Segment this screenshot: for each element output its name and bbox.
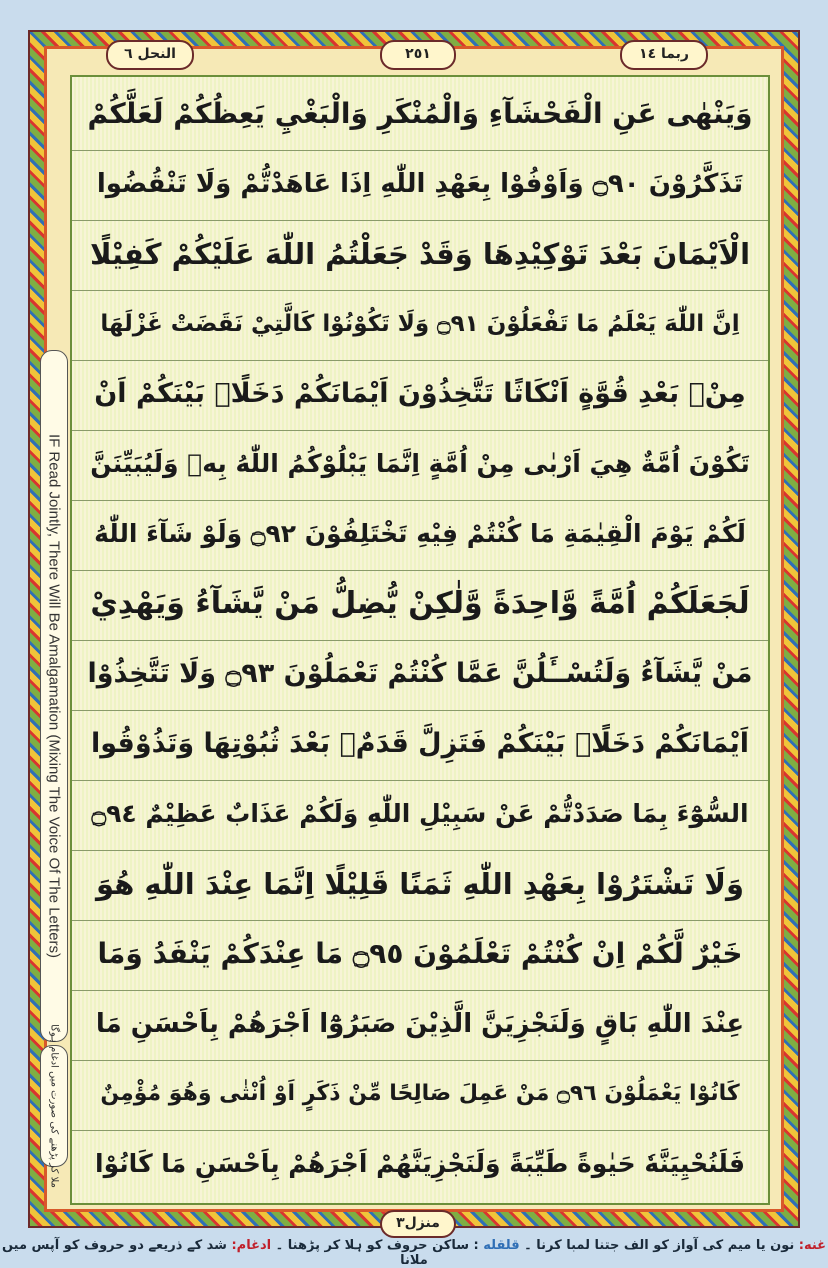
- manzil-label: منزل٣: [380, 1210, 456, 1238]
- text-line: تَكُوْنَ اُمَّةٌ هِيَ اَرْبٰى مِنْ اُمَّةٍ اِنَّمَا يَبْلُوْكُمُ اللّٰهُ بِهٖ وَلَيُبَيِّنَنَّ: [72, 427, 768, 501]
- text-area: [70, 75, 770, 1205]
- text-line: كَانُوْا يَعْمَلُوْنَ ۝٩٦ مَنْ عَمِلَ صَالِحًا مِّنْ ذَكَرٍ اَوْ اُنْثٰى وَهُوَ مُؤْمِنٌ: [72, 1057, 768, 1131]
- text-line: اِنَّ اللّٰهَ يَعْلَمُ مَا تَفْعَلُوْنَ ۝٩١ وَلَا تَكُوْنُوْا كَالَّتِيْ نَقَضَتْ غَزْلَهَا: [72, 287, 768, 361]
- side-note-english: IF Read Jointly, There Will Be Amalgamation (Mixing The Voice Of The Letters): [40, 350, 68, 1042]
- text-line: مِنْۢ بَعْدِ قُوَّةٍ اَنْكَاثًا تَتَّخِذُوْنَ اَيْمَانَكُمْ دَخَلًاۢ بَيْنَكُمْ اَنْ: [72, 357, 768, 431]
- text-line: عِنْدَ اللّٰهِ بَاقٍ وَلَنَجْزِيَنَّ الَّذِيْنَ صَبَرُوْٓا اَجْرَهُمْ بِاَحْسَنِ مَا: [72, 987, 768, 1061]
- idgham-text: شد کے ذریعے دو حروف کو آپس میں ملانا: [1, 1238, 428, 1268]
- qalqala-label: قلقله: [483, 1238, 520, 1253]
- text-line: الْاَيْمَانَ بَعْدَ تَوْكِيْدِهَا وَقَدْ جَعَلْتُمُ اللّٰهَ عَلَيْكُمْ كَفِيْلًا: [72, 217, 768, 291]
- text-line: وَيَنْهٰى عَنِ الْفَحْشَآءِ وَالْمُنْكَرِ وَالْبَغْيِ يَعِظُكُمْ لَعَلَّكُمْ: [72, 77, 768, 151]
- text-line: لَجَعَلَكُمْ اُمَّةً وَّاحِدَةً وَّلٰكِنْ يُّضِلُّ مَنْ يَّشَآءُ وَيَهْدِيْ: [72, 567, 768, 641]
- text-line: فَلَنُحْيِيَنَّهٗ حَيٰوةً طَيِّبَةً وَلَنَجْزِيَنَّهُمْ اَجْرَهُمْ بِاَحْسَنِ مَا كَانُوْا: [95, 1149, 745, 1178]
- text-line: مَنْ يَّشَآءُ وَلَتُسْــَٔلُنَّ عَمَّا كُنْتُمْ تَعْمَلُوْنَ ۝٩٣ وَلَا تَتَّخِذُوْا: [72, 637, 768, 711]
- text-line: تَذَكَّرُوْنَ ۝٩٠ وَاَوْفُوْا بِعَهْدِ اللّٰهِ اِذَا عَاهَدْتُّمْ وَلَا تَنْقُضُوا: [72, 147, 768, 221]
- ghunna-label: غنه:: [798, 1238, 827, 1253]
- text-line: وَلَا تَشْتَرُوْا بِعَهْدِ اللّٰهِ ثَمَنًا قَلِيْلًا اِنَّمَا عِنْدَ اللّٰهِ هُوَ: [72, 847, 768, 921]
- text-line: اَيْمَانَكُمْ دَخَلًاۢ بَيْنَكُمْ فَتَزِلَّ قَدَمٌۢ بَعْدَ ثُبُوْتِهَا وَتَذُوْقُوا: [72, 707, 768, 781]
- ghunna-text: نون یا میم کی آواز کو الف جتنا لمبا کرنا ۔: [524, 1238, 795, 1253]
- surah-label: النحل ٦: [106, 40, 194, 70]
- para-label: ربما ١٤: [620, 40, 708, 70]
- idgham-label: ادغام:: [231, 1238, 272, 1253]
- text-line: السُّوْٓءَ بِمَا صَدَدْتُّمْ عَنْ سَبِيْلِ اللّٰهِ وَلَكُمْ عَذَابٌ عَظِيْمٌ ۝٩٤: [72, 777, 768, 851]
- text-line: لَكُمْ يَوْمَ الْقِيٰمَةِ مَا كُنْتُمْ فِيْهِ تَخْتَلِفُوْنَ ۝٩٢ وَلَوْ شَآءَ اللّٰهُ: [72, 497, 768, 571]
- qalqala-text: : ساکن حروف کو ہلا کر پڑھنا ۔: [275, 1238, 479, 1253]
- side-note-urdu: ملا کر پڑھنے کی صورت میں ادغام ہوگا: [40, 1045, 68, 1167]
- text-line: خَيْرٌ لَّكُمْ اِنْ كُنْتُمْ تَعْلَمُوْنَ ۝٩٥ مَا عِنْدَكُمْ يَنْفَدُ وَمَا: [72, 917, 768, 991]
- tajweed-legend: [0, 1238, 828, 1266]
- page-number: ٢٥١: [380, 40, 456, 70]
